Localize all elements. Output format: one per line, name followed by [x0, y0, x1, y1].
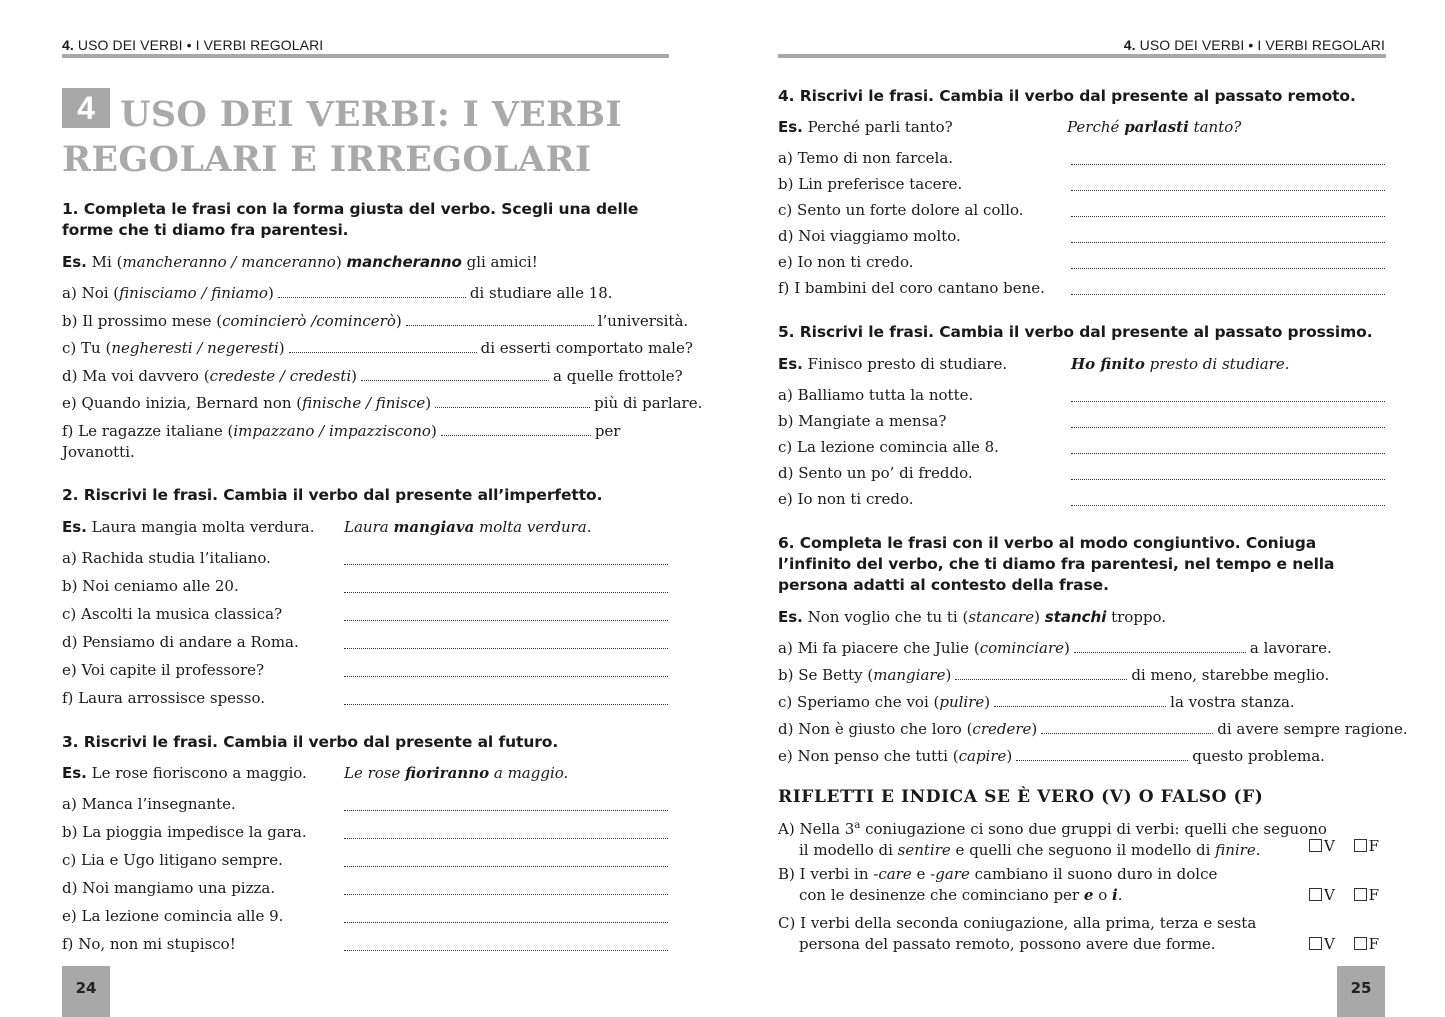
exercise-3-item-a: a) Manca l’insegnante.: [62, 795, 236, 813]
exercise-5-item-b: b) Mangiate a mensa?: [778, 412, 947, 430]
answer-blank[interactable]: [361, 379, 549, 381]
exercise-6-item-d: d) Non è giusto che loro (credere) di avere sempre ragione.: [778, 720, 1408, 738]
exercise-3-question: 3. Riscrivi le frasi. Cambia il verbo dal presente al futuro.: [62, 733, 559, 751]
exercise-5-example: Es. Finisco presto di studiare.: [778, 355, 1008, 373]
answer-blank[interactable]: [278, 296, 466, 298]
true-false-options-b: V F: [1309, 885, 1379, 906]
exercise-2-question: 2. Riscrivi le frasi. Cambia il verbo dal presente all’imperfetto.: [62, 486, 603, 504]
exercise-6-item-a: a) Mi fa piacere che Julie (cominciare) a lavorare.: [778, 639, 1332, 657]
exercise-2-item-b: b) Noi ceniamo alle 20.: [62, 577, 239, 595]
answer-line[interactable]: [1071, 504, 1385, 506]
answer-blank[interactable]: [1016, 759, 1188, 761]
answer-blank[interactable]: [955, 678, 1127, 680]
exercise-4-item-b: b) Lin preferisce tacere.: [778, 175, 963, 193]
exercise-4-example: Es. Perché parli tanto?: [778, 118, 953, 136]
answer-line[interactable]: [1071, 189, 1385, 191]
chapter-title: USO DEI VERBI: I VERBI REGOLARI E IRREGOLARI: [62, 94, 623, 180]
answer-blank[interactable]: [1041, 732, 1213, 734]
exercise-5-question: 5. Riscrivi le frasi. Cambia il verbo dal presente al passato prossimo.: [778, 323, 1373, 341]
exercise-3-item-f: f) No, non mi stupisco!: [62, 935, 236, 953]
exercise-5-item-c: c) La lezione comincia alle 8.: [778, 438, 999, 456]
right-header-rule: [778, 54, 1386, 58]
exercise-2-item-a: a) Rachida studia l’italiano.: [62, 549, 271, 567]
exercise-4-item-a: a) Temo di non farcela.: [778, 149, 954, 167]
exercise-3-example-answer: Le rose fioriranno a maggio.: [344, 764, 569, 782]
exercise-5-item-a: a) Balliamo tutta la notte.: [778, 386, 974, 404]
exercise-3-item-b: b) La pioggia impedisce la gara.: [62, 823, 307, 841]
answer-line[interactable]: [344, 591, 668, 593]
true-false-item-b: B) I verbi in -care e -gare cambiano il suono duro in dolce con le desinenze che cominciano per e o i.: [778, 865, 1218, 904]
chapter-number: 4: [62, 88, 110, 128]
exercise-1-question: 1. Completa le frasi con la forma giusta del verbo. Scegli una delle forme che ti diamo fra parentesi.: [62, 200, 639, 239]
page-number-left: 24: [62, 966, 110, 1017]
answer-blank[interactable]: [994, 705, 1166, 707]
answer-blank[interactable]: [435, 406, 590, 408]
true-false-options-a: V F: [1309, 836, 1379, 857]
exercise-6-item-c: c) Speriamo che voi (pulire) la vostra stanza.: [778, 693, 1295, 711]
page-number-right: 25: [1337, 966, 1385, 1017]
exercise-4-example-answer: Perché parlasti tanto?: [1067, 118, 1242, 136]
answer-line[interactable]: [1071, 293, 1385, 295]
true-checkbox[interactable]: [1309, 888, 1322, 901]
answer-line[interactable]: [1071, 452, 1385, 454]
true-false-item-a: A) Nella 3$^a$ coniugazione ci sono due gruppi di verbi: quelli che seguono il modello di sentire e quelli che seguono il modello di finire.: [778, 820, 1327, 859]
answer-line[interactable]: [344, 809, 668, 811]
answer-line[interactable]: [344, 619, 668, 621]
answer-blank[interactable]: [441, 434, 591, 436]
exercise-4-item-e: e) Io non ti credo.: [778, 253, 914, 271]
exercise-1-example: Es. Mi (mancheranno / manceranno) mancheranno gli amici!: [62, 253, 538, 271]
answer-line[interactable]: [344, 865, 668, 867]
exercise-5-example-answer: Ho finito presto di studiare.: [1071, 355, 1290, 373]
answer-line[interactable]: [344, 949, 668, 951]
answer-line[interactable]: [344, 675, 668, 677]
true-false-title: RIFLETTI E INDICA SE È VERO (V) O FALSO (F): [778, 787, 1264, 807]
exercise-2-item-f: f) Laura arrossisce spesso.: [62, 689, 265, 707]
exercise-4-question: 4. Riscrivi le frasi. Cambia il verbo dal presente al passato remoto.: [778, 87, 1356, 105]
true-false-item-c: C) I verbi della seconda coniugazione, alla prima, terza e sesta persona del passato remoto, possono avere due forme.: [778, 914, 1257, 953]
false-checkbox[interactable]: [1354, 888, 1367, 901]
exercise-1-item-d: d) Ma voi davvero (credeste / credesti) a quelle frottole?: [62, 367, 683, 385]
answer-line[interactable]: [344, 563, 668, 565]
exercise-3-item-e: e) La lezione comincia alle 9.: [62, 907, 284, 925]
left-running-header: 4. USO DEI VERBI • I VERBI REGOLARI: [62, 37, 324, 53]
answer-line[interactable]: [1071, 241, 1385, 243]
exercise-1-item-c: c) Tu (negheresti / negeresti) di esserti comportato male?: [62, 339, 693, 357]
exercise-5-item-e: e) Io non ti credo.: [778, 490, 914, 508]
left-header-rule: [62, 54, 669, 58]
false-checkbox[interactable]: [1354, 937, 1367, 950]
exercise-4-item-d: d) Noi viaggiamo molto.: [778, 227, 961, 245]
exercise-2-item-c: c) Ascolti la musica classica?: [62, 605, 283, 623]
answer-line[interactable]: [344, 921, 668, 923]
exercise-1-item-b: b) Il prossimo mese (comincierò /comincerò) l’università.: [62, 312, 689, 330]
exercise-4-item-f: f) I bambini del coro cantano bene.: [778, 279, 1045, 297]
answer-line[interactable]: [1071, 215, 1385, 217]
exercise-2-example-answer: Laura mangiava molta verdura.: [344, 518, 592, 536]
exercise-1-item-f-cont: Jovanotti.: [62, 443, 135, 461]
answer-line[interactable]: [1071, 426, 1385, 428]
true-checkbox[interactable]: [1309, 937, 1322, 950]
false-checkbox[interactable]: [1354, 839, 1367, 852]
answer-line[interactable]: [1071, 478, 1385, 480]
true-checkbox[interactable]: [1309, 839, 1322, 852]
answer-line[interactable]: [344, 893, 668, 895]
answer-line[interactable]: [344, 703, 668, 705]
exercise-6-item-b: b) Se Betty (mangiare) di meno, starebbe meglio.: [778, 666, 1330, 684]
answer-line[interactable]: [1071, 163, 1385, 165]
exercise-5-item-d: d) Sento un po’ di freddo.: [778, 464, 973, 482]
answer-line[interactable]: [1071, 400, 1385, 402]
exercise-4-item-c: c) Sento un forte dolore al collo.: [778, 201, 1024, 219]
answer-blank[interactable]: [406, 324, 594, 326]
exercise-3-item-c: c) Lia e Ugo litigano sempre.: [62, 851, 283, 869]
exercise-2-item-e: e) Voi capite il professore?: [62, 661, 265, 679]
answer-blank[interactable]: [289, 351, 477, 353]
exercise-1-item-a: a) Noi (finisciamo / finiamo) di studiare alle 18.: [62, 284, 613, 302]
right-running-header: 4. USO DEI VERBI • I VERBI REGOLARI: [1123, 37, 1385, 53]
exercise-6-example: Es. Non voglio che tu ti (stancare) stanchi troppo.: [778, 608, 1167, 626]
true-false-options-c: V F: [1309, 934, 1379, 955]
exercise-3-example: Es. Le rose fioriscono a maggio.: [62, 764, 307, 782]
exercise-3-item-d: d) Noi mangiamo una pizza.: [62, 879, 276, 897]
exercise-2-example: Es. Laura mangia molta verdura.: [62, 518, 315, 536]
exercise-6-item-e: e) Non penso che tutti (capire) questo problema.: [778, 747, 1325, 765]
answer-line[interactable]: [1071, 267, 1385, 269]
answer-line[interactable]: [344, 837, 668, 839]
exercise-1-item-e: e) Quando inizia, Bernard non (finische / finisce) più di parlare.: [62, 394, 703, 412]
answer-blank[interactable]: [1074, 651, 1246, 653]
answer-line[interactable]: [344, 647, 668, 649]
exercise-1-item-f: f) Le ragazze italiane (impazzano / impazziscono) per: [62, 422, 621, 440]
exercise-2-item-d: d) Pensiamo di andare a Roma.: [62, 633, 299, 651]
exercise-6-question: 6. Completa le frasi con il verbo al modo congiuntivo. Coniuga l’infinito del verbo, che ti diamo fra parentesi, nel tempo e nella persona adatti al contesto della frase.: [778, 534, 1335, 594]
